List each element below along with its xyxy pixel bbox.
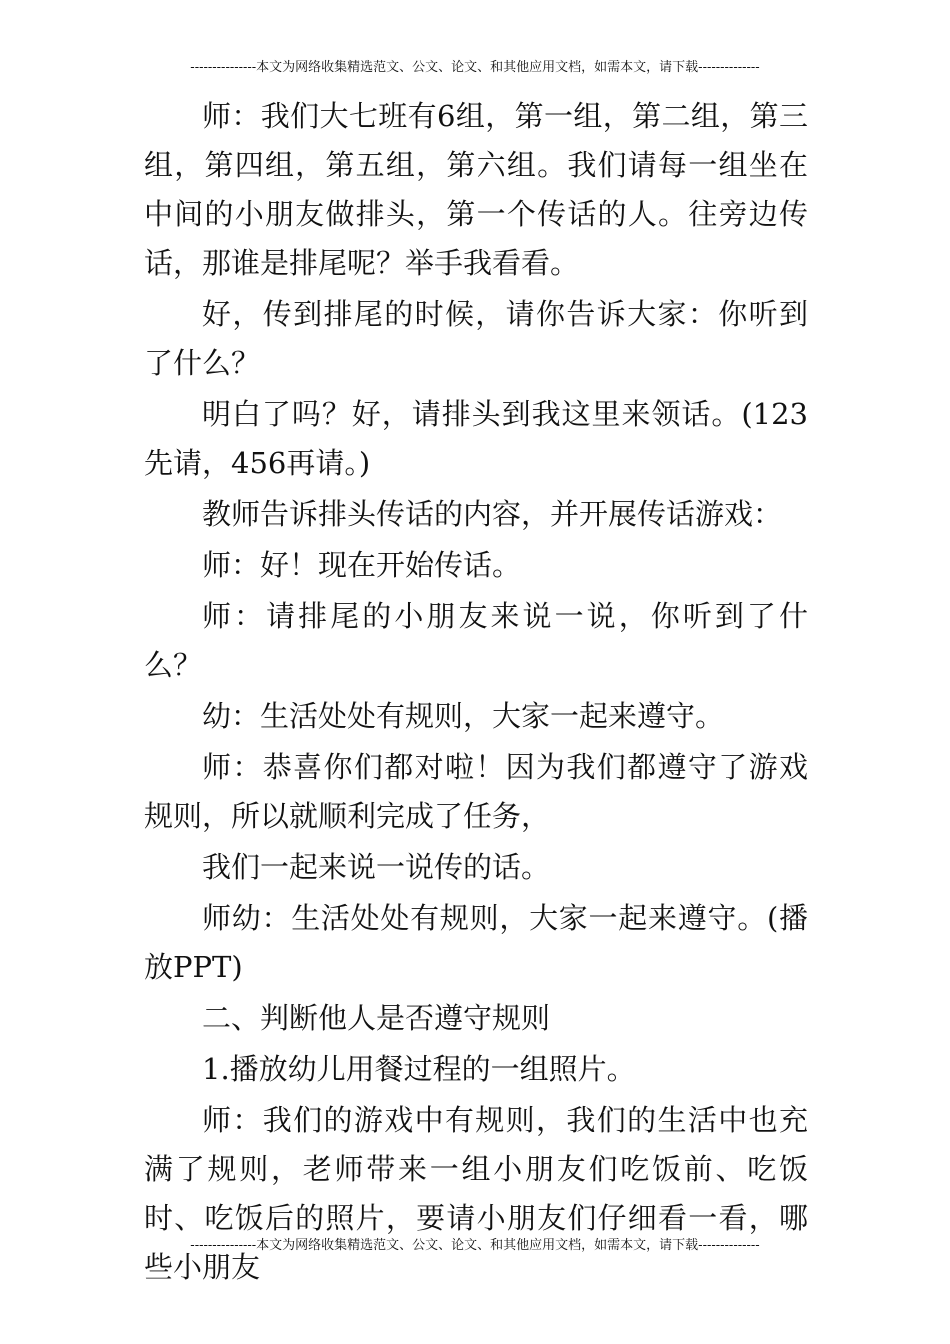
paragraph: 明白了吗？好，请排头到我这里来领话。(123先请，456再请。) <box>144 397 808 480</box>
page-footer: ---------------本文为网络收集精选范文、公文、论文、和其他应用文档，如需本文，请下载-------------- <box>190 1238 760 1253</box>
paragraph: 师：我们大七班有6组，第一组，第二组，第三组，第四组，第五组，第六组。我们请每一组坐在中间的小朋友做排头，第一个传话的人。往旁边传话，那谁是排尾呢？举手我看看。 <box>144 99 808 280</box>
paragraph: 师：我们的游戏中有规则，我们的生活中也充满了规则，老师带来一组小朋友们吃饭前、吃饭时、吃饭后的照片，要请小朋友们仔细看一看，哪些小朋友 <box>144 1103 808 1284</box>
paragraph: 幼：生活处处有规则，大家一起来遵守。 <box>202 699 725 733</box>
paragraph: 好，传到排尾的时候，请你告诉大家：你听到了什么？ <box>144 297 808 380</box>
paragraph: 师：请排尾的小朋友来说一说，你听到了什么？ <box>144 599 808 682</box>
paragraph: 师幼：生活处处有规则，大家一起来遵守。(播放PPT) <box>144 901 808 984</box>
paragraph: 师：好！现在开始传话。 <box>202 548 522 582</box>
section-heading: 二、判断他人是否遵守规则 <box>202 1001 551 1035</box>
paragraph: 师：恭喜你们都对啦！因为我们都遵守了游戏规则，所以就顺利完成了任务， <box>144 750 808 833</box>
page-header: ---------------本文为网络收集精选范文、公文、论文、和其他应用文档，如需本文，请下载-------------- <box>190 60 760 75</box>
paragraph: 1.播放幼儿用餐过程的一组照片。 <box>202 1052 636 1086</box>
paragraph: 我们一起来说一说传的话。 <box>202 850 551 884</box>
paragraph: 教师告诉排头传话的内容，并开展传话游戏： <box>202 497 783 531</box>
document-body <box>144 92 808 1294</box>
